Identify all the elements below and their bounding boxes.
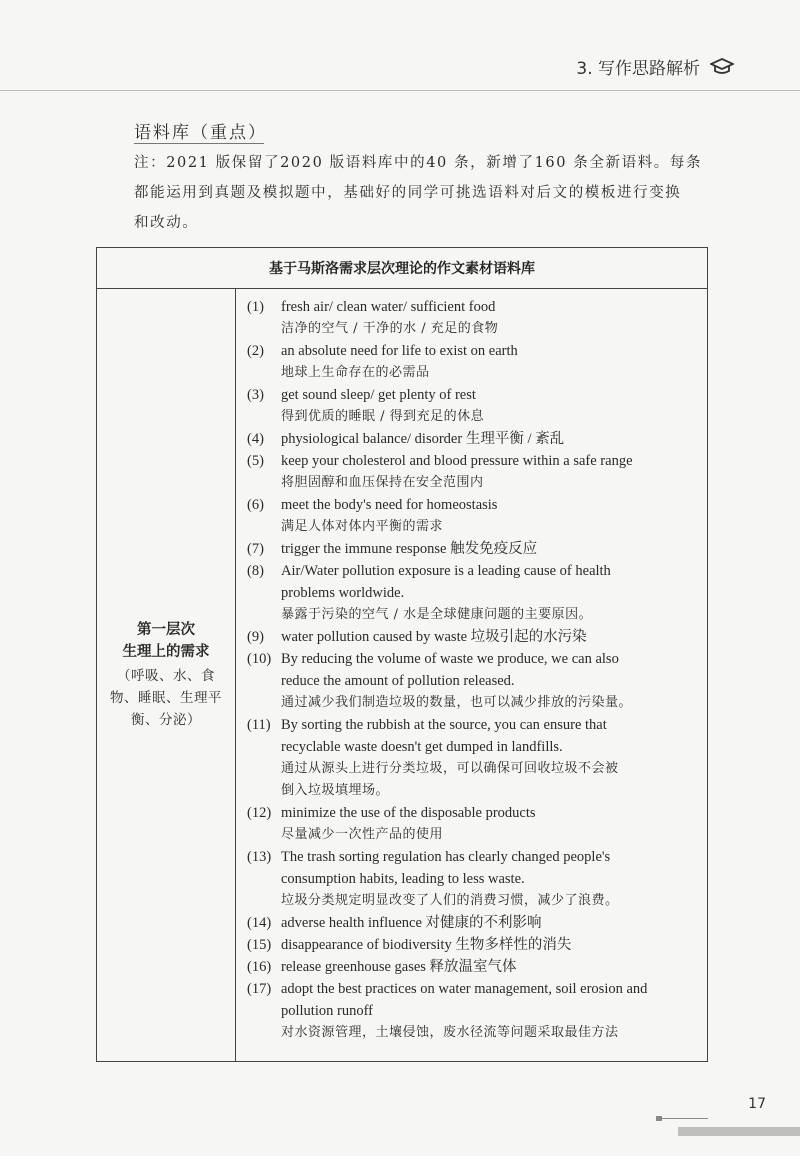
item-english-line: water pollution caused by waste 垃圾引起的水污染: [281, 629, 587, 645]
item-body: [281, 714, 701, 802]
item-english-line: an absolute need for life to exist on earth: [281, 343, 518, 359]
level-title: 第一层次: [137, 621, 195, 638]
item-english-line: physiological balance/ disorder 生理平衡 / 紊乱: [281, 431, 565, 447]
item-body: [281, 296, 701, 340]
item-number: (4): [247, 431, 264, 447]
item-number: (10): [247, 651, 272, 667]
list-item: [247, 626, 701, 648]
item-chinese-line: 尽量减少一次性产品的使用: [281, 827, 444, 842]
item-chinese-line: 得到优质的睡眠 / 得到充足的休息: [281, 409, 485, 424]
item-chinese-line: 暴露于污染的空气 / 水是全球健康问题的主要原因。: [281, 607, 593, 622]
list-item: [247, 978, 701, 1044]
item-body: [281, 450, 701, 494]
section-note: [134, 148, 714, 238]
running-header: [576, 54, 734, 79]
item-english-line: consumption habits, leading to less waste.: [281, 871, 525, 887]
item-chinese-line: 将胆固醇和血压保持在安全范围内: [281, 475, 484, 490]
item-list: [247, 296, 701, 1044]
item-chinese-line: 垃圾分类规定明显改变了人们的消费习惯，减少了浪费。: [281, 893, 619, 908]
section-title-underline: [134, 143, 264, 144]
item-english-line: disappearance of biodiversity 生物多样性的消失: [281, 937, 572, 953]
item-number: (1): [247, 299, 264, 315]
list-item: [247, 560, 701, 626]
item-english-line: By sorting the rubbish at the source, you can ensure that: [281, 717, 607, 733]
footer-bar: [678, 1127, 800, 1136]
item-english-line: adopt the best practices on water management, soil erosion and: [281, 981, 648, 997]
item-chinese-line: 洁净的空气 / 干净的水 / 充足的食物: [281, 321, 499, 336]
item-number: (14): [247, 915, 272, 931]
item-chinese-line: 倒入垃圾填埋场。: [281, 783, 390, 798]
item-number: (11): [247, 717, 271, 733]
item-english-line: minimize the use of the disposable products: [281, 805, 536, 821]
item-body: [281, 340, 701, 384]
item-body: [281, 978, 701, 1044]
item-english-line: By reducing the volume of waste we produce, we can also: [281, 651, 619, 667]
item-english-line: keep your cholesterol and blood pressure within a safe range: [281, 453, 633, 469]
item-number: (12): [247, 805, 272, 821]
item-body: [281, 560, 701, 626]
list-item: [247, 934, 701, 956]
list-item: [247, 384, 701, 428]
list-item: [247, 450, 701, 494]
item-number: (9): [247, 629, 264, 645]
item-number: (2): [247, 343, 264, 359]
item-number: (8): [247, 563, 264, 579]
note-line: 注：2021 版保留了2020 版语料库中的40 条，新增了160 条全新语料。每条: [134, 155, 703, 171]
list-item: [247, 912, 701, 934]
header-rule: [0, 90, 800, 91]
item-chinese-line: 通过减少我们制造垃圾的数量，也可以减少排放的污染量。: [281, 695, 633, 710]
footer-line: [660, 1118, 708, 1119]
list-item: [247, 538, 701, 560]
corpus-table: [96, 247, 708, 1062]
item-number: (16): [247, 959, 272, 975]
list-item: [247, 296, 701, 340]
item-chinese-line: 对水资源管理，土壤侵蚀，废水径流等问题采取最佳方法: [281, 1025, 619, 1040]
note-line: 都能运用到真题及模拟题中，基础好的同学可挑选语料对后文的模板进行变换: [134, 185, 682, 201]
level-cell: [97, 288, 236, 1061]
item-english-line: The trash sorting regulation has clearly changed people's: [281, 849, 611, 865]
item-body: [281, 912, 701, 934]
list-item: [247, 802, 701, 846]
item-english-line: meet the body's need for homeostasis: [281, 497, 498, 513]
item-body: [281, 494, 701, 538]
item-number: (15): [247, 937, 272, 953]
list-item: [247, 846, 701, 912]
item-body: [281, 428, 701, 450]
item-body: [281, 384, 701, 428]
item-number: (7): [247, 541, 264, 557]
item-number: (5): [247, 453, 264, 469]
item-number: (3): [247, 387, 264, 403]
list-item: [247, 428, 701, 450]
item-body: [281, 648, 701, 714]
item-chinese-line: 满足人体对体内平衡的需求: [281, 519, 444, 534]
item-english-line: reduce the amount of pollution released.: [281, 673, 515, 689]
item-english-line: trigger the immune response 触发免疫反应: [281, 541, 538, 557]
item-body: [281, 934, 701, 956]
item-english-line: Air/Water pollution exposure is a leading cause of health: [281, 563, 611, 579]
item-body: [281, 538, 701, 560]
list-item: [247, 340, 701, 384]
level-subtitle: 生理上的需求: [122, 643, 210, 660]
item-english-line: pollution runoff: [281, 1003, 373, 1019]
item-english-line: get sound sleep/ get plenty of rest: [281, 387, 476, 403]
page-number: 17: [748, 1096, 766, 1112]
note-line: 和改动。: [134, 215, 199, 231]
list-item: [247, 956, 701, 978]
list-item: [247, 648, 701, 714]
section-title: 语料库（重点）: [134, 123, 267, 143]
chapter-title: 3. 写作思路解析: [576, 59, 700, 79]
item-number: (6): [247, 497, 264, 513]
item-english-line: release greenhouse gases 释放温室气体: [281, 959, 517, 975]
list-item: [247, 714, 701, 802]
item-chinese-line: 地球上生命存在的必需品: [281, 365, 430, 380]
level-description: （呼吸、水、食物、睡眠、生理平衡、分泌）: [110, 667, 222, 728]
item-number: (13): [247, 849, 272, 865]
item-english-line: problems worldwide.: [281, 585, 405, 601]
item-number: (17): [247, 981, 272, 997]
item-body: [281, 626, 701, 648]
item-body: [281, 846, 701, 912]
graduation-cap-icon: [710, 57, 734, 77]
item-english-line: fresh air/ clean water/ sufficient food: [281, 299, 496, 315]
item-body: [281, 802, 701, 846]
item-body: [281, 956, 701, 978]
item-english-line: adverse health influence 对健康的不利影响: [281, 915, 542, 931]
item-chinese-line: 通过从源头上进行分类垃圾，可以确保可回收垃圾不会被: [281, 761, 619, 776]
item-english-line: recyclable waste doesn't get dumped in landfills.: [281, 739, 563, 755]
table-heading: 基于马斯洛需求层次理论的作文素材语料库: [97, 248, 707, 289]
list-item: [247, 494, 701, 538]
